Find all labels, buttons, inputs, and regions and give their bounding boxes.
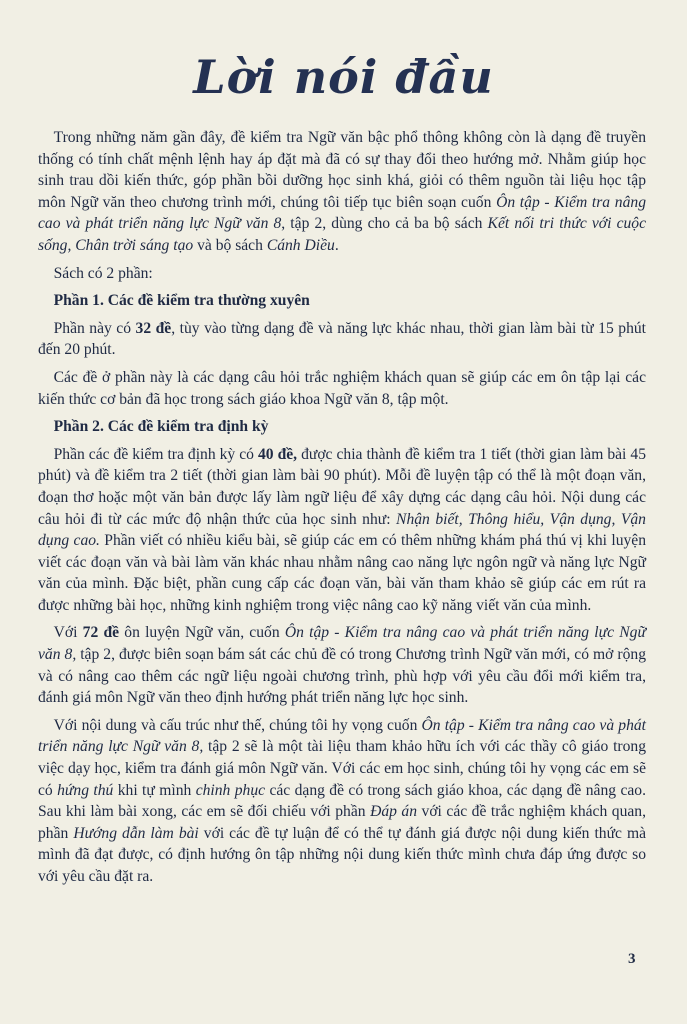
parts-intro-text: Sách có 2 phần: xyxy=(53,264,153,282)
series-names: Kết nối tri thức với cuộc sống, Chân trời sáng tạo xyxy=(38,215,647,254)
summary-text-3: tập 2, được biên soạn bám sát các chủ đề có trong Chương trình Ngữ văn mới, có mở rộng và có nâng cao thêm các ngữ liệu ngoài chương trình, phù hợp với yêu cầu đổi mới kiểm tra, đánh giá môn Ngữ văn theo định hướng phát triển năng lực học sinh. xyxy=(38,646,646,707)
emphasis-chinh-phuc: chinh phục xyxy=(195,781,266,799)
summary-paragraph xyxy=(38,622,646,708)
intro-text-2: , tập 2, dùng cho cả ba bộ sách xyxy=(281,215,488,233)
series-name-canh-dieu: Cánh Diều xyxy=(266,236,335,254)
part1-heading-text: Phần 1. Các đề kiểm tra thường xuyên xyxy=(53,292,310,310)
book-title-2: Ôn tập - Kiểm tra nâng cao và phát triển năng lực Ngữ văn 8, xyxy=(38,624,646,664)
part2-paragraph xyxy=(38,444,646,617)
intro-text-1: Trong những năm gần đây, đề kiểm tra Ngữ văn bậc phổ thông không còn là dạng đề truyền thống có tính chất mệnh lệnh hay áp đặt mà đã có sự thay đổi theo hướng mở. Nhằm giúp học sinh trau dồi kiến thức, góp phần bồi dưỡng học sinh khá, giỏi có thêm nguồn tài liệu học tập môn Ngữ văn theo chương trình mới, chúng tôi tiếp tục biên soạn cuốn xyxy=(38,129,646,211)
summary-text-2: ôn luyện Ngữ văn, cuốn xyxy=(119,624,285,642)
part2-text-1: Phần các đề kiểm tra định kỳ có xyxy=(53,445,258,463)
intro-text-3: và bộ sách xyxy=(193,236,267,254)
part2-count: 40 đề, xyxy=(257,445,298,463)
page-title: Lời nói đầu xyxy=(193,50,494,104)
closing-text-2: tập 2 sẽ là một tài liệu tham khảo hữu ích với các thầy cô giáo trong việc dạy học, kiểm tra đánh giá môn Ngữ văn. Với các em học sinh, chúng tôi hy vọng các em sẽ có xyxy=(38,738,646,799)
part2-text-2: được chia thành đề kiểm tra 1 tiết (thời gian làm bài 45 phút) và đề kiểm tra 2 tiết (thời gian làm bài 90 phút). Mỗi đề luyện tập có thể là một đoạn văn, đoạn thơ hoặc một văn bản được lấy làm ngữ liệu để xây dựng các dạng câu hỏi. Nội dung các câu hỏi đi từ các mức độ nhận thức của học sinh như: xyxy=(38,445,646,528)
emphasis-dap-an: Đáp án xyxy=(370,803,418,821)
part1-heading xyxy=(38,290,646,312)
closing-text-1: Với nội dung và cấu trúc như thế, chúng tôi hy vọng cuốn xyxy=(53,716,422,734)
closing-text-6: với các đề tự luận để có thể tự đánh giá được nội dung kiến thức mà mình đã đạt được, có định hướng ôn tập những nội dung kiến thức mình chưa đáp ứng được so với yêu cầu đặt ra. xyxy=(38,824,647,885)
book-title-3: Ôn tập - Kiểm tra nâng cao và phát triển năng lực Ngữ văn 8, xyxy=(38,716,646,756)
part2-heading xyxy=(38,416,646,438)
part1-text-3: Các đề ở phần này là các dạng câu hỏi trắc nghiệm khách quan sẽ giúp các em ôn tập lại các kiến thức cơ bản đã học trong sách giáo khoa Ngữ văn 8, tập một. xyxy=(38,368,646,408)
emphasis-hung-thu: hứng thú xyxy=(57,781,114,799)
closing-text-5: với các đề trắc nghiệm khách quan, phần xyxy=(38,803,646,842)
part1-paragraph-b xyxy=(38,367,646,410)
part1-paragraph-a xyxy=(38,318,646,361)
emphasis-huong-dan: Hướng dẫn làm bài xyxy=(73,824,199,842)
summary-text-1: Với xyxy=(53,624,83,642)
cognitive-levels: Nhận biết, Thông hiểu, Vận dụng, Vận dụng cao. xyxy=(38,510,646,550)
book-title: Ôn tập - Kiểm tra nâng cao và phát triển năng lực Ngữ văn 8 xyxy=(38,193,646,233)
part1-text-1: Phần này có xyxy=(53,319,136,337)
page-number: 3 xyxy=(628,951,636,967)
part1-text-2: , tùy vào từng dạng đề và năng lực khác nhau, thời gian làm bài từ 15 phút đến 20 phút. xyxy=(38,319,646,359)
intro-paragraph xyxy=(38,127,646,257)
intro-text-4: . xyxy=(334,236,339,254)
closing-text-4: các dạng đề có trong sách giáo khoa, các dạng đề nâng cao. Sau khi làm bài xong, các em sẽ đối chiếu với phần xyxy=(38,781,646,821)
part1-count: 32 đề xyxy=(135,319,172,337)
part2-text-3: Phần viết có nhiều kiểu bài, sẽ giúp các em có thêm những khám phá thú vị khi luyện viết các đoạn văn và bài làm văn khác nhau nhằm nâng cao năng lực ngôn ngữ và năng lực Ngữ văn của mình. Đặc biệt, phần cung cấp các đoạn văn, bài văn tham khảo sẽ giúp các em rút ra được những bài học, những kinh nghiệm trong việc nâng cao kỹ năng viết văn của mình. xyxy=(38,532,647,614)
closing-paragraph xyxy=(38,715,646,888)
parts-intro xyxy=(38,263,646,285)
total-count: 72 đề xyxy=(82,624,120,642)
closing-text-3: khi tự mình xyxy=(113,781,196,799)
document-body xyxy=(38,127,646,894)
part2-heading-text: Phần 2. Các đề kiểm tra định kỳ xyxy=(53,418,269,436)
